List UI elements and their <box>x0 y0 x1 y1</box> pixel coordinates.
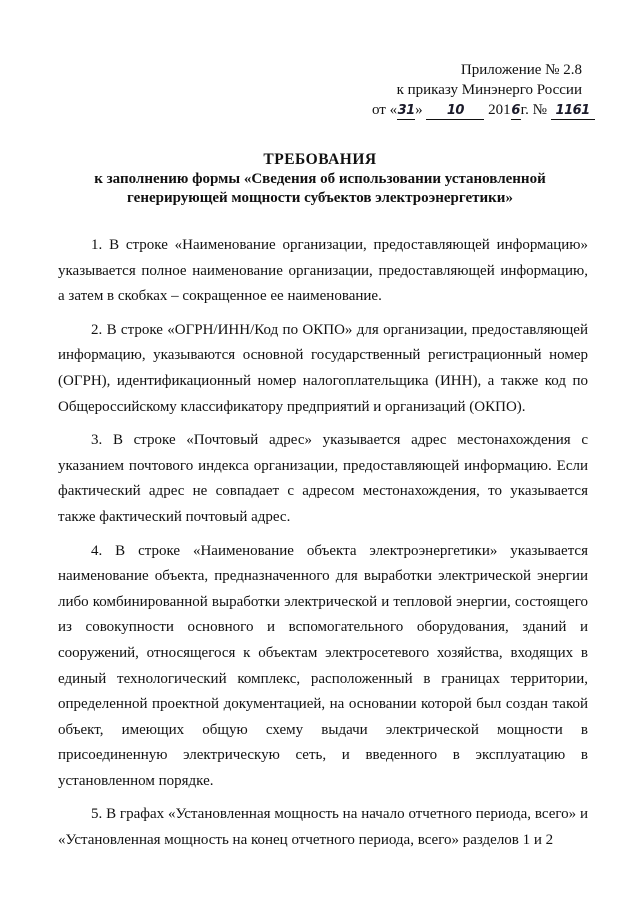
document-subtitle-line-2: генерирующей мощности субъектов электроэнергетики» <box>127 190 513 206</box>
month-field <box>426 102 484 120</box>
paragraph-1: 1. В строке «Наименование организации, предоставляющей информацию» указывается полное наименование организации, предоставляющей информацию, а затем в скобках – сокращенное ее наименование. <box>58 237 588 305</box>
appendix-number: Приложение № 2.8 <box>460 62 582 78</box>
title-block <box>0 150 640 208</box>
document-title: ТРЕБОВАНИЯ <box>263 151 377 168</box>
order-date-line <box>372 100 590 120</box>
year-suffix: г. № <box>520 102 547 118</box>
handwritten-year-digit: 6 <box>511 103 520 118</box>
handwritten-month: 10 <box>446 103 464 118</box>
handwritten-order-number: 1161 <box>555 103 590 118</box>
paragraph-2: 2. В строке «ОГРН/ИНН/Код по ОКПО» для организации, предоставляющей информацию, указываются основной государственный регистрационный номер (ОГРН), идентификационный номер налогоплательщика (ИНН), а также код по Общероссийскому классификатору предприятий и организаций (ОКПО). <box>58 321 588 415</box>
year-field <box>511 102 521 120</box>
handwritten-day: 31 <box>397 103 415 118</box>
paragraph-4: 4. В строке «Наименование объекта электроэнергетики» указывается наименование объекта, предназначенного для выработки электрической энергии либо комбинированной выработки электрической и тепловой энергии, состоящего из совокупности основного и вспомогательного оборудования, зданий и сооружений, относящегося к объектам электросетевого хозяйства, входящих в единый технологический комплекс, расположенный в границах территории, определенной проектной документацией, на основании которой был создан такой объект, имеющих общую схему выдачи электрической мощности в присоединенную электрическую сеть, и введенного в эксплуатацию в установленном порядке. <box>58 542 588 789</box>
document-body <box>58 233 588 862</box>
document-subtitle-line-1: к заполнению формы «Сведения об использовании установленной <box>94 171 546 187</box>
paragraph-5: 5. В графах «Установленная мощность на начало отчетного периода, всего» и «Установленная мощность на конец отчетного периода, всего» разделов 1 и 2 <box>58 806 588 849</box>
order-reference: к приказу Минэнерго России <box>396 82 582 98</box>
date-prefix: от « <box>372 102 398 118</box>
year-prefix: 201 <box>488 102 511 118</box>
order-number-field <box>551 102 595 120</box>
day-close: » <box>415 102 423 118</box>
appendix-header <box>372 60 590 120</box>
paragraph-3: 3. В строке «Почтовый адрес» указывается адрес местонахождения с указанием почтового индекса организации, предоставляющей информацию. Если фактический адрес не совпадает с адресом местонахождения, то указывается также фактический почтовый адрес. <box>58 432 588 525</box>
day-field <box>397 102 415 120</box>
